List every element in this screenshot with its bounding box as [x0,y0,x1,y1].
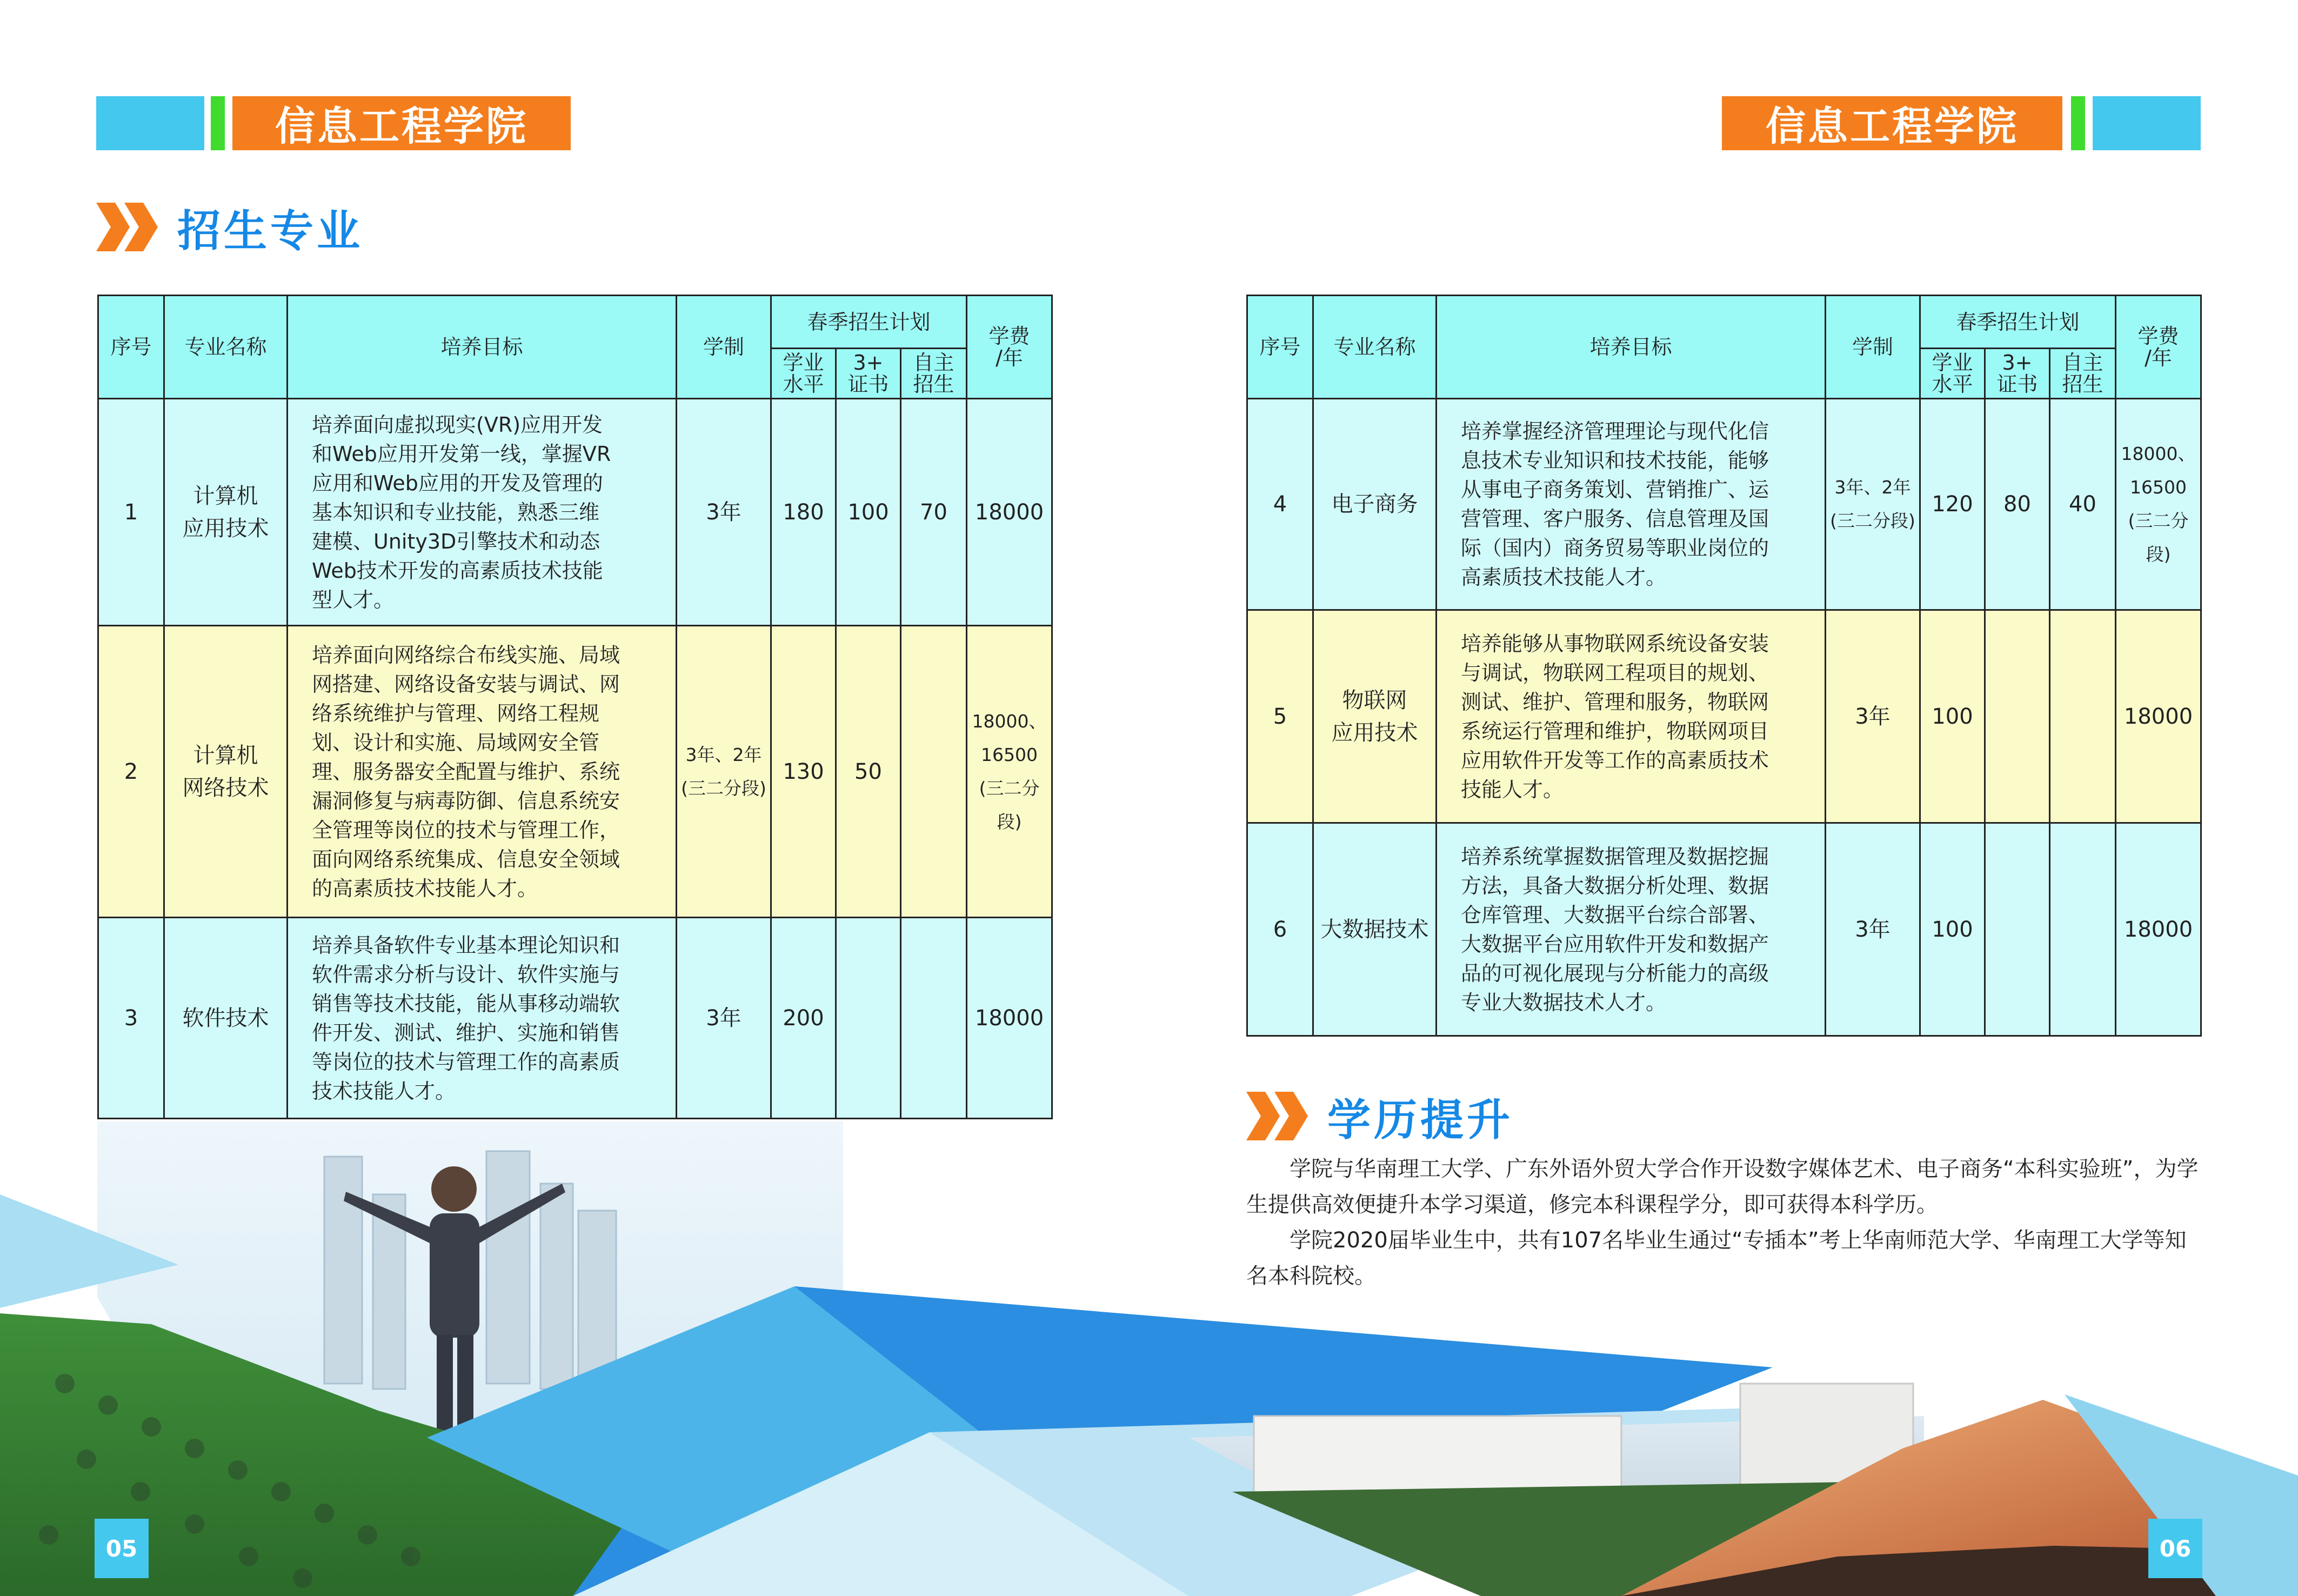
table-row [98,399,1052,626]
th-fee: 学费 /年 [2116,296,2201,399]
cell-cert [836,918,901,1119]
cell-fee: 18000、 16500 (三二分段) [967,626,1052,918]
cell-fee: 18000 [2116,610,2201,823]
cell-self [901,626,967,918]
th-name: 专业名称 [164,296,288,399]
th-plan: 春季招生计划 [771,296,967,349]
cell-duration: 3年 [677,918,771,1119]
cell-duration: 3年 [677,399,771,626]
cell-goal: 培养掌握经济管理理论与现代化信 息技术专业知识和技术技能，能够 从事电子商务策划、营销推广、运 营管理、客户服务、信息管理及国 际（国内）商务贸易等职业岗位的 高素质技术技能人才。 [1437,399,1826,610]
cell-duration: 3年、2年 (三二分段) [1826,399,1920,610]
cell-self [2050,823,2116,1036]
cell-self: 40 [2050,399,2116,610]
cell-seq: 2 [98,626,164,918]
left-header-title: 信息工程学院 [232,96,571,150]
cell-seq: 4 [1247,399,1313,610]
table-row [98,626,1052,918]
enrollment-section-title [96,197,363,257]
upgrade-title-text: 学历提升 [1327,1094,1513,1145]
cell-name: 大数据技术 [1313,823,1437,1036]
cell-cert: 80 [1985,399,2050,610]
cell-academic: 120 [1920,399,1985,610]
left-header-cyan-bar [96,96,204,150]
table-row [1247,399,2201,610]
cell-cert: 100 [836,399,901,626]
left-header-green-bar [211,96,225,150]
th-goal: 培养目标 [1437,296,1826,399]
th-plan: 春季招生计划 [1920,296,2116,349]
th-duration: 学制 [677,296,771,399]
cell-self: 70 [901,399,967,626]
cell-goal: 培养能够从事物联网系统设备安装 与调试，物联网工程项目的规划、 测试、维护、管理和服务，物联网 系统运行管理和维护，物联网项目 应用软件开发等工作的高素质技术 技能人才。 [1437,610,1826,823]
th-fee: 学费 /年 [967,296,1052,399]
th-plan-self: 自主 招生 [2050,349,2116,399]
upgrade-paragraph-1: 学院与华南理工大学、广东外语外贸大学合作开设数字媒体艺术、电子商务“本科实验班”，为学生提供高效便捷升本学习渠道，修完本科课程学分，即可获得本科学历。 [1246,1157,2199,1217]
cell-fee: 18000、 16500 (三二分段) [2116,399,2201,610]
cell-goal: 培养面向虚拟现实(VR)应用开发 和Web应用开发第一线，掌握VR 应用和Web应用的开发及管理的 基本知识和专业技能，熟悉三维 建模、Unity3D引擎技术和动态 Web技术开发的高素质技术技能 型人才。 [288,399,677,626]
page-number-right: 06 [2148,1519,2202,1578]
cell-duration: 3年 [1826,823,1920,1036]
majors-table-right [1246,295,2202,1037]
cell-duration: 3年、2年 (三二分段) [677,626,771,918]
th-goal: 培养目标 [288,296,677,399]
th-plan-academic: 学业 水平 [771,349,836,399]
cell-academic: 200 [771,918,836,1119]
table-row [1247,610,2201,823]
right-header-green-bar [2071,96,2085,150]
th-duration: 学制 [1826,296,1920,399]
right-header-title: 信息工程学院 [1722,96,2062,150]
cell-cert [1985,610,2050,823]
double-chevron-icon [1246,1092,1311,1140]
cell-academic: 100 [1920,823,1985,1036]
cell-academic: 180 [771,399,836,626]
th-plan-cert: 3+ 证书 [1985,349,2050,399]
cell-name: 电子商务 [1313,399,1437,610]
cell-fee: 18000 [967,399,1052,626]
cell-name: 软件技术 [164,918,288,1119]
cell-goal: 培养具备软件专业基本理论知识和 软件需求分析与设计、软件实施与 销售等技术技能，能从事移动端软 件开发、测试、维护、实施和销售 等岗位的技术与管理工作的高素质 技术技能人才。 [288,918,677,1119]
cell-fee: 18000 [967,918,1052,1119]
page-number-left: 05 [95,1519,149,1578]
right-header-cyan-bar [2093,96,2201,150]
th-plan-self: 自主 招生 [901,349,967,399]
majors-table-left [97,295,1053,1119]
th-seq: 序号 [1247,296,1313,399]
cell-seq: 1 [98,399,164,626]
cell-seq: 5 [1247,610,1313,823]
upgrade-paragraph-2: 学院2020届毕业生中，共有107名毕业生通过“专插本”考上华南师范大学、华南理工大学等知名本科院校。 [1246,1228,2187,1288]
double-chevron-icon [96,203,161,251]
th-plan-cert: 3+ 证书 [836,349,901,399]
enrollment-title-text: 招生专业 [177,205,363,256]
cell-name: 物联网 应用技术 [1313,610,1437,823]
cell-seq: 3 [98,918,164,1119]
cell-seq: 6 [1247,823,1313,1036]
cell-fee: 18000 [2116,823,2201,1036]
cell-goal: 培养面向网络综合布线实施、局域 网搭建、网络设备安装与调试、网 络系统维护与管理、网络工程规 划、设计和实施、局域网安全管 理、服务器安全配置与维护、系统 漏洞修复与病毒防御、信息系统安 全管理等岗位的技术与管理工作， 面向网络系统集成、信息安全领域 的高素质技术技能人才。 [288,626,677,918]
cell-self [901,918,967,1119]
cell-goal: 培养系统掌握数据管理及数据挖掘 方法，具备大数据分析处理、数据 仓库管理、大数据平台综合部署、 大数据平台应用软件开发和数据产 品的可视化展现与分析能力的高级 专业大数据技术人才。 [1437,823,1826,1036]
cell-name: 计算机 网络技术 [164,626,288,918]
table-row [1247,823,2201,1036]
th-seq: 序号 [98,296,164,399]
cell-cert: 50 [836,626,901,918]
th-plan-academic: 学业 水平 [1920,349,1985,399]
cell-self [2050,610,2116,823]
upgrade-section-title [1246,1086,1513,1146]
cell-duration: 3年 [1826,610,1920,823]
cell-academic: 100 [1920,610,1985,823]
th-name: 专业名称 [1313,296,1437,399]
cell-academic: 130 [771,626,836,918]
table-row [98,918,1052,1119]
cell-cert [1985,823,2050,1036]
cell-name: 计算机 应用技术 [164,399,288,626]
